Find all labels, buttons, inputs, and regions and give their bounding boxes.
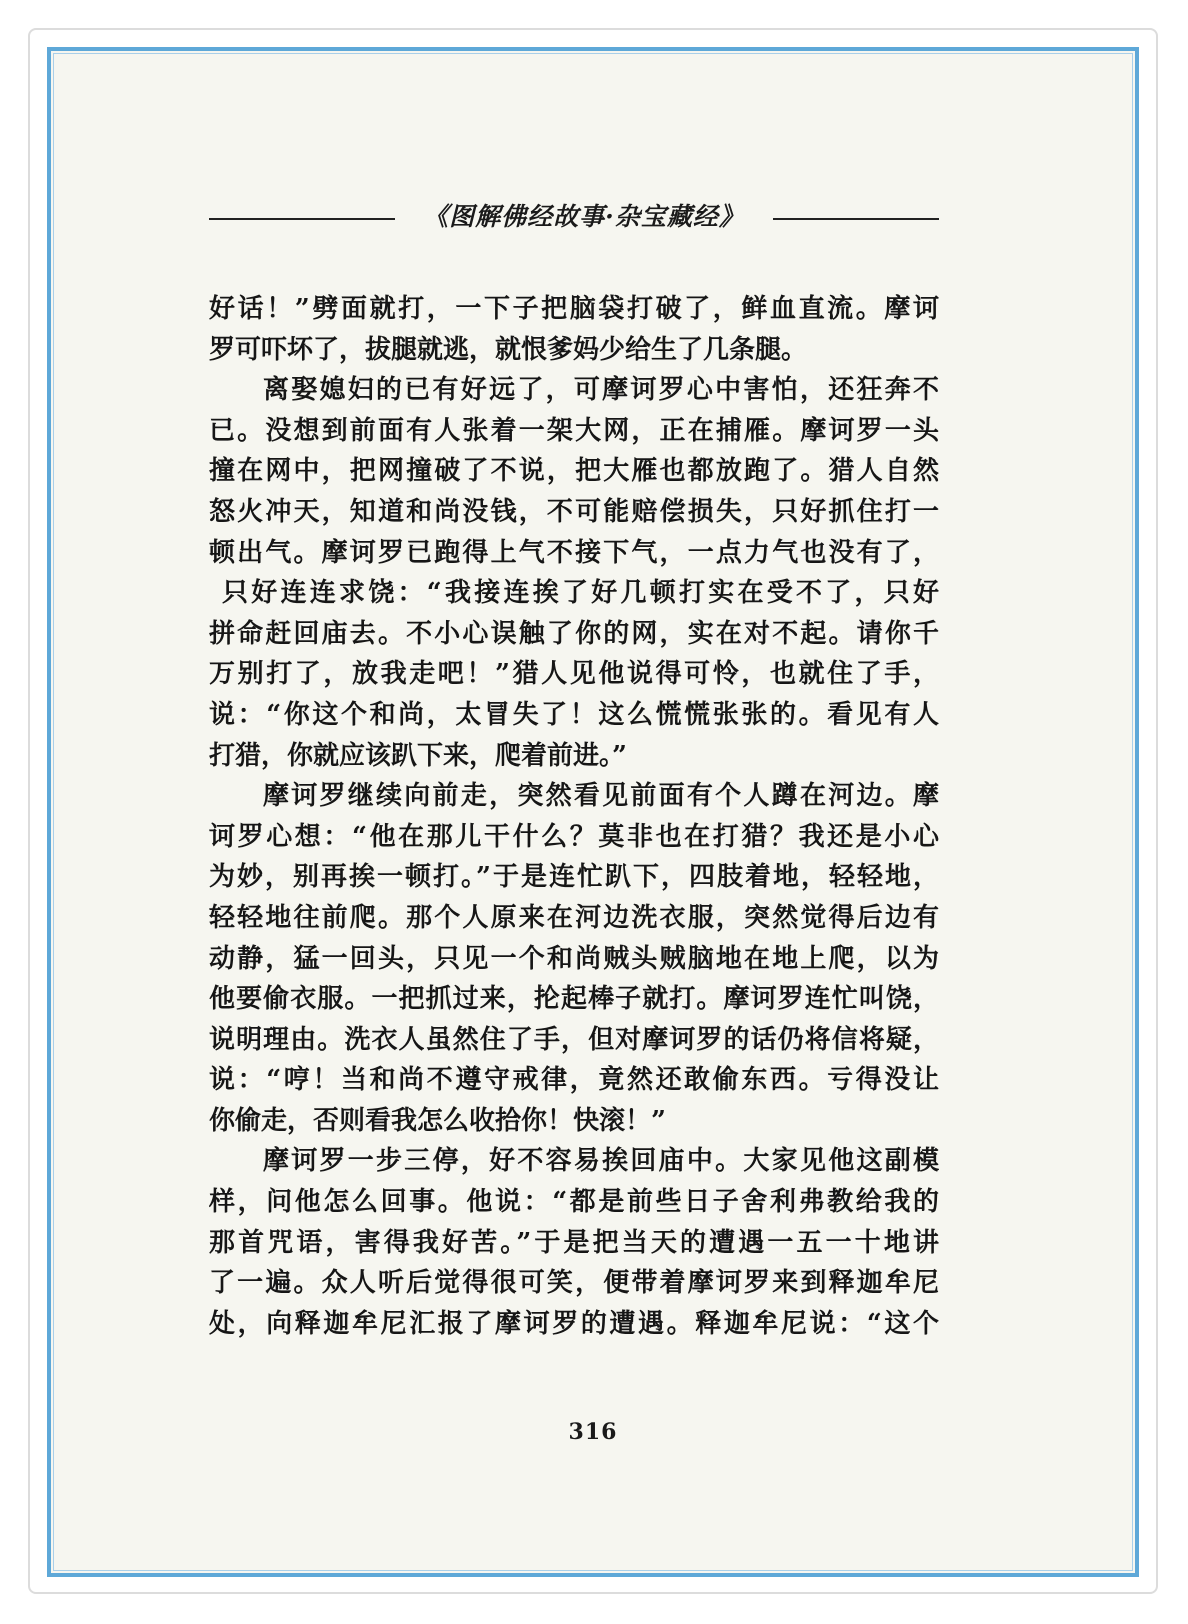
text-line: 拼命赶回庙去。不小心误触了你的网，实在对不起。请你千: [209, 618, 939, 649]
text-line: 撞在网中，把网撞破了不说，把大雁也都放跑了。猎人自然: [209, 456, 939, 487]
text-line: 说：“哼！当和尚不遵守戒律，竟然还敢偷东西。亏得没让: [209, 1065, 939, 1096]
text-line: 罗可吓坏了，拔腿就逃，就恨爹妈少给生了几条腿。: [209, 334, 808, 365]
text-line: 那首咒语，害得我好苦。”于是把当天的遭遇一五一十地讲: [209, 1227, 939, 1258]
text-line: 只好连连求饶：“我接连挨了好几顿打实在受不了，只好: [222, 578, 939, 609]
text-line: 样，问他怎么回事。他说：“都是前些日子舍利弗教给我的: [209, 1187, 939, 1218]
page-number: 316: [568, 1419, 618, 1445]
text-line: 怒火冲天，知道和尚没钱，不可能赔偿损失，只好抓住打一: [209, 496, 939, 527]
text-line: 处，向释迦牟尼汇报了摩诃罗的遭遇。释迦牟尼说：“这个: [209, 1308, 939, 1339]
text-line: 说明理由。洗衣人虽然住了手，但对摩诃罗的话仍将信将疑，: [209, 1024, 939, 1055]
text-line: 万别打了，放我走吧！”猎人见他说得可怜，也就住了手，: [209, 659, 939, 690]
text-line: 动静，猛一回头，只见一个和尚贼头贼脑地在地上爬，以为: [209, 943, 939, 974]
text-line: 他要偷衣服。一把抓过来，抡起棒子就打。摩诃罗连忙叫饶，: [209, 984, 939, 1015]
header-rule-right: [773, 218, 939, 220]
text-line: 顿出气。摩诃罗已跑得上气不接下气，一点力气也没有了，: [209, 537, 939, 568]
text-line: 为妙，别再挨一顿打。”于是连忙趴下，四肢着地，轻轻地，: [209, 862, 939, 893]
text-line: 了一遍。众人听后觉得很可笑，便带着摩诃罗来到释迦牟尼: [209, 1268, 939, 1299]
text-line: 摩诃罗继续向前走，突然看见前面有个人蹲在河边。摩: [263, 781, 939, 812]
book-page: [57, 57, 1129, 1567]
text-line: 你偷走，否则看我怎么收拾你！快滚！”: [209, 1105, 666, 1136]
text-line: 说：“你这个和尚，太冒失了！这么慌慌张张的。看见有人: [209, 699, 939, 730]
text-line: 离娶媳妇的已有好远了，可摩诃罗心中害怕，还狂奔不: [263, 375, 939, 406]
text-line: 好话！”劈面就打，一下子把脑袋打破了，鲜血直流。摩诃: [209, 294, 939, 324]
body-text: [209, 289, 939, 1344]
header-rule-left: [209, 218, 395, 220]
text-line: 诃罗心想：“他在那儿干什么？莫非也在打猎？我还是小心: [209, 821, 939, 852]
text-line: 打猎，你就应该趴下来，爬着前进。”: [209, 740, 627, 771]
text-line: 摩诃罗一步三停，好不容易挨回庙中。大家见他这副模: [263, 1146, 939, 1177]
header-title: 《图解佛经故事·杂宝藏经》: [423, 202, 745, 231]
text-line: 已。没想到前面有人张着一架大网，正在捕雁。摩诃罗一头: [209, 415, 939, 446]
text-line: 轻轻地往前爬。那个人原来在河边洗衣服，突然觉得后边有: [209, 902, 939, 933]
